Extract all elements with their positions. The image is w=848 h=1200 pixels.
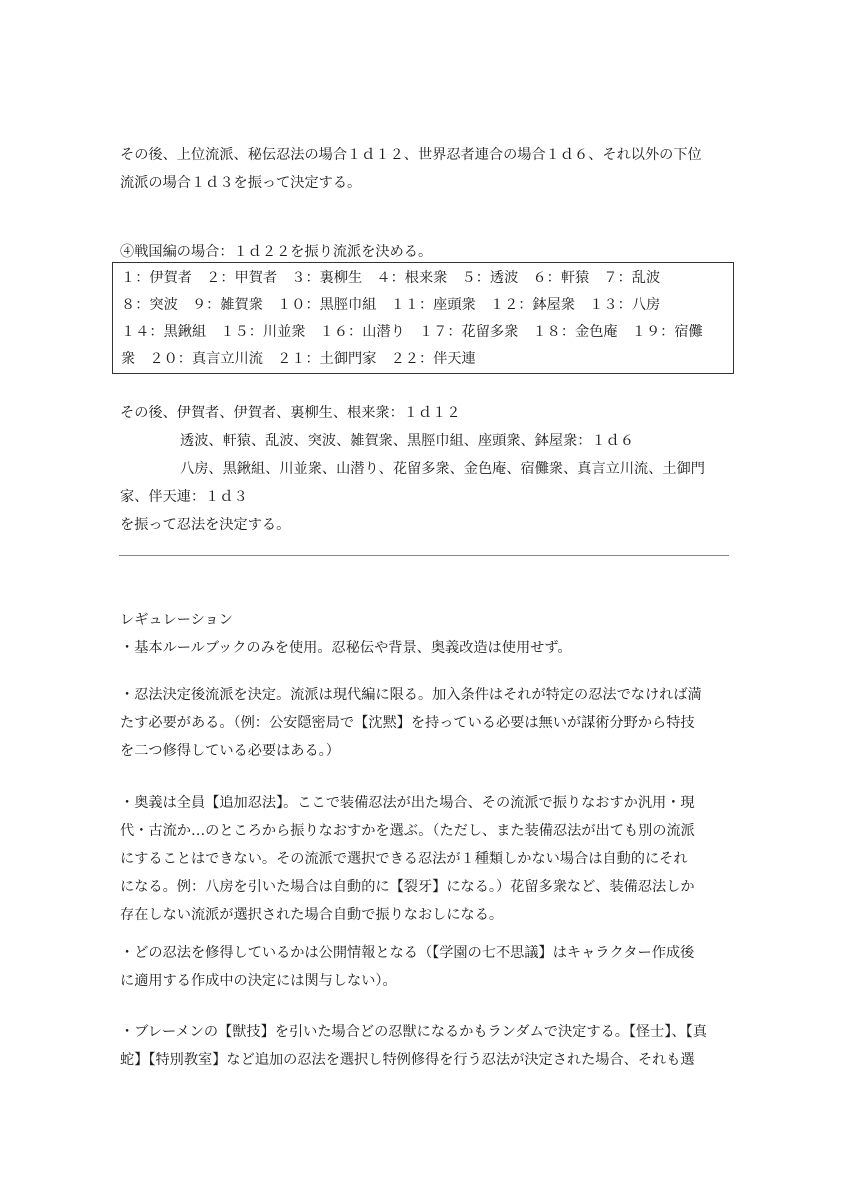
- text-line: ・ブレーメンの【獣技】を引いた場合どの忍獣になるかもランダムで決定する。【怪士】、【真: [120, 1024, 707, 1040]
- text-line: ・忍法決定後流派を決定。流派は現代編に限る。加入条件はそれが特定の忍法でなければ満: [120, 687, 702, 703]
- text-line: その後、伊賀者、伊賀者、裏柳生、根来衆：１ｄ１２: [120, 405, 461, 421]
- regulation-heading: レギュレーション: [120, 612, 233, 628]
- text-line: ・どの忍法を修得しているかは公開情報となる（【学園の七不思議】はキャラクター作成後: [120, 945, 695, 961]
- text-line: にすることはできない。その流派で選択できる忍法が１種類しかない場合は自動的にそれ: [120, 851, 688, 867]
- section-divider: [119, 555, 729, 556]
- text-line: になる。例：八房を引いた場合は自動的に【裂牙】になる。）花留多衆など、装備忍法しか: [120, 879, 695, 895]
- text-line: たす必要がある。（例：公安隠密局で【沈黙】を持っている必要は無いが謀術分野から特技: [120, 715, 695, 731]
- regulation-paragraph: [120, 939, 732, 995]
- text-line: 八房、黒鍬組、川並衆、山潜り、花留多衆、金色庵、宿儺衆、真言立川流、土御門: [180, 461, 705, 477]
- regulation-paragraph: [120, 789, 732, 929]
- text-line: 流派の場合１ｄ３を振って決定する。: [120, 175, 362, 191]
- text-line: に適用する作成中の決定には関与しない）。: [120, 973, 397, 989]
- sengoku-heading: ④戦国編の場合：１ｄ２２を振り流派を決める。: [120, 244, 433, 260]
- school-table-line: １４：黒鍬組 １５：川並衆 １６：山潜り １７：花留多衆 １８：金色庵 １９：宿儺: [121, 324, 703, 340]
- regulation-section: [120, 606, 732, 662]
- text-line: 透波、軒猿、乱波、突波、雑賀衆、黒脛巾組、座頭衆、鉢屋衆：１ｄ６: [180, 433, 635, 449]
- school-table-line: ８：突波 ９：雑賀衆 １０：黒脛巾組 １１：座頭衆 １２：鉢屋衆 １３：八房: [121, 297, 661, 313]
- text-line: ・基本ルールブックのみを使用。忍秘伝や背景、奥義改造は使用せず。: [120, 640, 572, 656]
- intro-paragraph: [120, 141, 732, 197]
- regulation-paragraph: [120, 681, 732, 765]
- school-table-box: [112, 262, 734, 374]
- text-line: を二つ修得している必要はある。）: [120, 743, 340, 759]
- text-line: 蛇】【特別教室】など追加の忍法を選択し特例修得を行う忍法が決定された場合、それも選: [120, 1052, 695, 1068]
- text-line: 家、伴天連：１ｄ３: [120, 489, 248, 505]
- text-line: ・奥義は全員【追加忍法】。ここで装備忍法が出た場合、その流派で振りなおすか汎用・現: [120, 795, 695, 811]
- text-line: その後、上位流派、秘伝忍法の場合１ｄ１２、世界忍者連合の場合１ｄ６、それ以外の下位: [120, 147, 702, 163]
- text-line: 代・古流か…のところから振りなおすかを選ぶ。（ただし、また装備忍法が出ても別の流派: [120, 823, 695, 839]
- regulation-paragraph: [120, 1018, 732, 1074]
- school-table-line: １：伊賀者 ２：甲賀者 ３：裏柳生 ４：根来衆 ５：透波 ６：軒猿 ７：乱波: [121, 270, 661, 286]
- ninpo-dice-paragraph: [120, 399, 732, 539]
- text-line: 存在しない流派が選択された場合自動で振りなおしになる。: [120, 907, 504, 923]
- school-table-line: 衆 ２０：真言立川流 ２１：土御門家 ２２：伴天連: [121, 351, 476, 367]
- text-line: を振って忍法を決定する。: [120, 517, 291, 533]
